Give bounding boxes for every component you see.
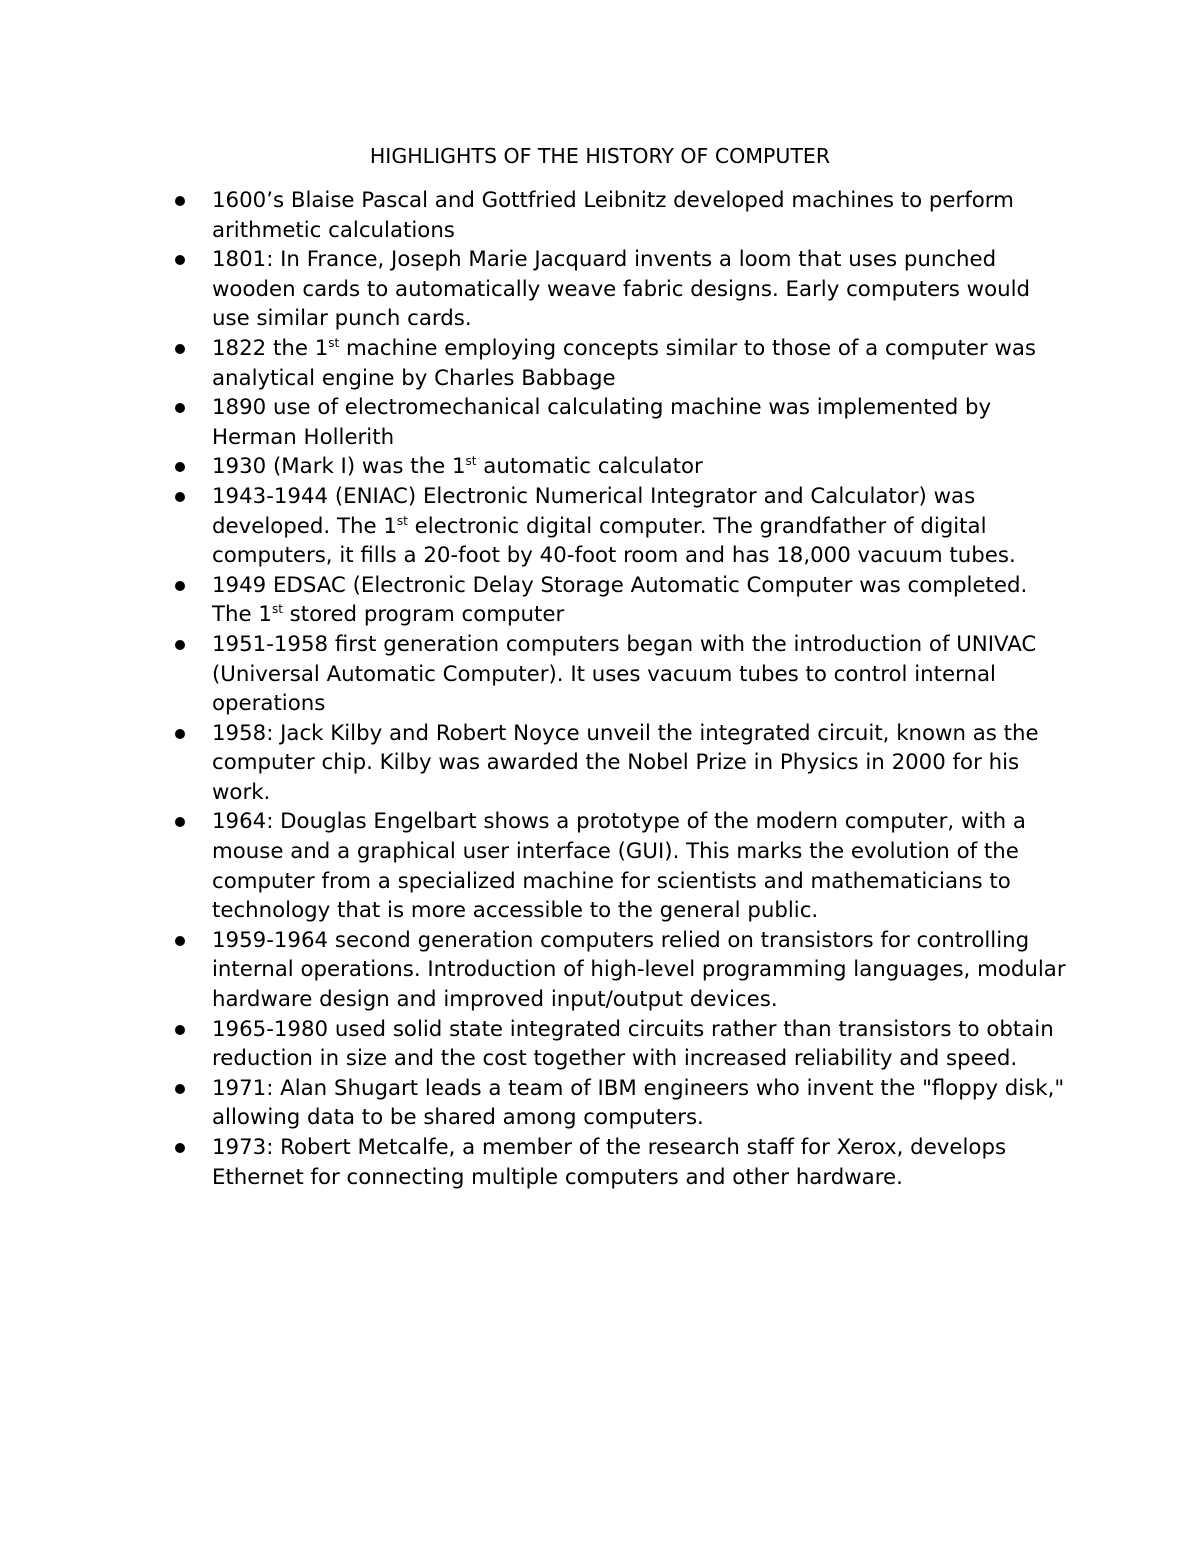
- list-item-text: [212, 247, 1030, 331]
- list-item: [172, 393, 1072, 452]
- list-item-text-segment: 1958: Jack Kilby and Robert Noyce unveil the integrated circuit, known as the computer chip. Kilby was awarded the Nobel Prize in Physics in 2000 for his work.: [212, 720, 1039, 805]
- list-item-text: [212, 454, 703, 479]
- list-item-text: [212, 484, 1016, 568]
- bullet-dot-icon: [175, 255, 185, 265]
- list-item: [172, 807, 1072, 925]
- list-item: [172, 1015, 1072, 1074]
- list-item: [172, 245, 1072, 334]
- list-item-text-segment: automatic calculator: [476, 454, 703, 480]
- list-item-text-segment: 1949 EDSAC (Electronic Delay Storage Automatic Computer was completed. The 1: [212, 572, 1028, 628]
- list-item: [172, 1074, 1072, 1133]
- bullet-dot-icon: [175, 729, 185, 739]
- list-item: [172, 482, 1072, 571]
- list-item: [172, 630, 1072, 719]
- list-item: [172, 1133, 1072, 1192]
- list-item-text-segment: 1959-1964 second generation computers relied on transistors for controlling internal operations. Introduction of high-level programming languages, modular hardware design and improved input/output devices.: [212, 927, 1066, 1013]
- bullet-dot-icon: [175, 403, 185, 413]
- history-bullet-list: [172, 186, 1072, 1192]
- list-item: [172, 186, 1072, 245]
- bullet-dot-icon: [175, 936, 185, 946]
- list-item-text-segment: machine employing concepts similar to those of a computer was analytical engine by Charles Babbage: [212, 335, 1037, 391]
- list-item-text-segment: electronic digital computer. The grandfather of digital computers, it fills a 20-foot by 40-foot room and has 18,000 vacuum tubes.: [212, 513, 1016, 569]
- bullet-dot-icon: [175, 344, 185, 354]
- list-item-text-segment: 1890 use of electromechanical calculating machine was implemented by Herman Hollerith: [212, 395, 992, 450]
- list-item-text: [212, 1135, 1006, 1190]
- bullet-dot-icon: [175, 1143, 185, 1153]
- list-item-text: [212, 336, 1036, 391]
- bullet-dot-icon: [175, 196, 185, 206]
- ordinal-superscript: st: [465, 454, 477, 469]
- bullet-dot-icon: [175, 462, 185, 472]
- list-item-text-segment: 1801: In France, Joseph Marie Jacquard invents a loom that uses punched wooden cards to automatically weave fabric designs. Early computers would use similar punch cards.: [212, 247, 1031, 332]
- list-item-text-segment: 1951-1958 first generation computers began with the introduction of UNIVAC (Universal Automatic Computer). It uses vacuum tubes to control internal operations: [212, 631, 1037, 717]
- list-item: [172, 926, 1072, 1015]
- document-title: HIGHLIGHTS OF THE HISTORY OF COMPUTER: [369, 144, 831, 168]
- bullet-dot-icon: [175, 1084, 185, 1094]
- list-item-text: [212, 721, 1039, 805]
- list-item-text-segment: 1964: Douglas Engelbart shows a prototype of the modern computer, with a mouse and a graphical user interface (GUI). This marks the evolution of the computer from a specialized machine for scientists and mathematicians to technology that is more accessible to the general public.: [212, 809, 1026, 924]
- bullet-dot-icon: [175, 817, 185, 827]
- bullet-dot-icon: [175, 492, 185, 502]
- list-item-text: [212, 1017, 1054, 1072]
- bullet-dot-icon: [175, 1025, 185, 1035]
- bullet-dot-icon: [175, 581, 185, 591]
- list-item-text: [212, 1076, 1064, 1131]
- ordinal-superscript: st: [271, 602, 283, 617]
- list-item-text: [212, 573, 1027, 628]
- ordinal-superscript: st: [328, 335, 340, 350]
- list-item: [172, 334, 1072, 393]
- list-item-text-segment: 1965-1980 used solid state integrated circuits rather than transistors to obtain reduction in size and the cost together with increased reliability and speed.: [212, 1016, 1054, 1072]
- list-item-text-segment: 1971: Alan Shugart leads a team of IBM engineers who invent the "floppy disk," allowing data to be shared among computers.: [212, 1075, 1065, 1131]
- list-item-text: [212, 809, 1026, 923]
- list-item-text: [212, 632, 1036, 716]
- list-item-text-segment: 1943-1944 (ENIAC) Electronic Numerical Integrator and Calculator) was developed. The 1: [212, 483, 976, 539]
- ordinal-superscript: st: [396, 513, 408, 528]
- list-item: [172, 452, 1072, 482]
- list-item-text: [212, 395, 991, 450]
- list-item-text-segment: 1822 the 1: [212, 335, 329, 361]
- list-item-text: [212, 928, 1066, 1012]
- list-item-text-segment: 1973: Robert Metcalfe, a member of the research staff for Xerox, develops Ethernet for connecting multiple computers and other hardware.: [212, 1135, 1007, 1190]
- list-item: [172, 719, 1072, 808]
- list-item-text: [212, 188, 1014, 243]
- list-item: [172, 571, 1072, 630]
- bullet-dot-icon: [175, 640, 185, 650]
- list-item-text-segment: 1600’s Blaise Pascal and Gottfried Leibnitz developed machines to perform arithmetic calculations: [212, 188, 1014, 243]
- list-item-text-segment: stored program computer: [282, 602, 565, 628]
- list-item-text-segment: 1930 (Mark I) was the 1: [212, 454, 466, 480]
